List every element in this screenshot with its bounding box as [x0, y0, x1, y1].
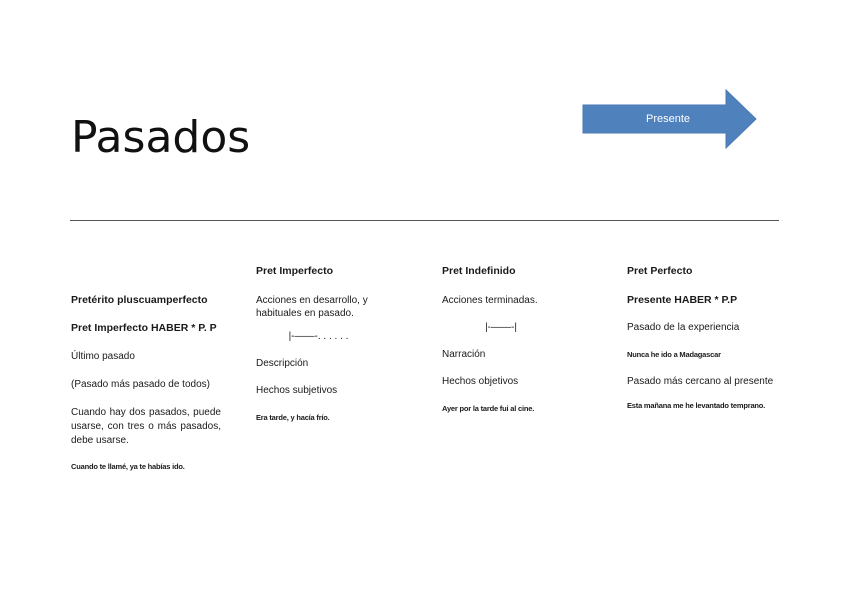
horizontal-divider: [70, 220, 779, 221]
col3-line: Hechos objetivos: [442, 376, 519, 387]
col3-line: Acciones terminadas.: [442, 295, 538, 306]
col4-example: Esta mañana me he levantado temprano.: [627, 401, 766, 410]
col2-line: Descripción: [256, 358, 309, 369]
col1-paragraph: Cuando hay dos pasados, puede usarse, con tres o más pasados, debe usarse.: [71, 407, 221, 446]
col3-example: Ayer por la tarde fui al cine.: [442, 404, 535, 413]
page-title: Pasados: [71, 112, 251, 163]
col1-formula: Pret Imperfecto HABER * P. P: [71, 322, 217, 334]
arrow-label: Presente: [645, 113, 691, 125]
col2-heading: Pret Imperfecto: [256, 265, 334, 277]
col4-line: Pasado de la experiencia: [627, 322, 740, 333]
col3-heading: Pret Indefinido: [442, 265, 516, 277]
presente-arrow: [582, 89, 758, 149]
col4-heading: Pret Perfecto: [627, 265, 693, 277]
column-perfecto: [627, 265, 777, 412]
col2-example: Era tarde, y hacía frío.: [256, 413, 330, 422]
col2-timeline: |-——-. . . . . .: [288, 331, 349, 342]
column-imperfecto: [256, 265, 381, 424]
col1-example: Cuando te llamé, ya te habías ido.: [71, 462, 185, 471]
col2-line: Hechos subjetivos: [256, 385, 338, 396]
col2-line: Acciones en desarrollo, y habituales en pasado.: [256, 295, 368, 319]
column-indefinido: [442, 265, 560, 415]
column-pluscuamperfecto: [71, 294, 221, 473]
col1-heading: Pretérito pluscuamperfecto: [71, 294, 208, 306]
col4-formula: Presente HABER * P.P: [627, 294, 738, 306]
col1-line: Último pasado: [71, 351, 135, 362]
col4-example: Nunca he ido a Madagascar: [627, 350, 721, 359]
col3-timeline: |-——-|: [485, 322, 517, 333]
col4-line: Pasado más cercano al presente: [627, 376, 774, 387]
col1-line: (Pasado más pasado de todos): [71, 379, 210, 390]
col3-line: Narración: [442, 349, 486, 360]
